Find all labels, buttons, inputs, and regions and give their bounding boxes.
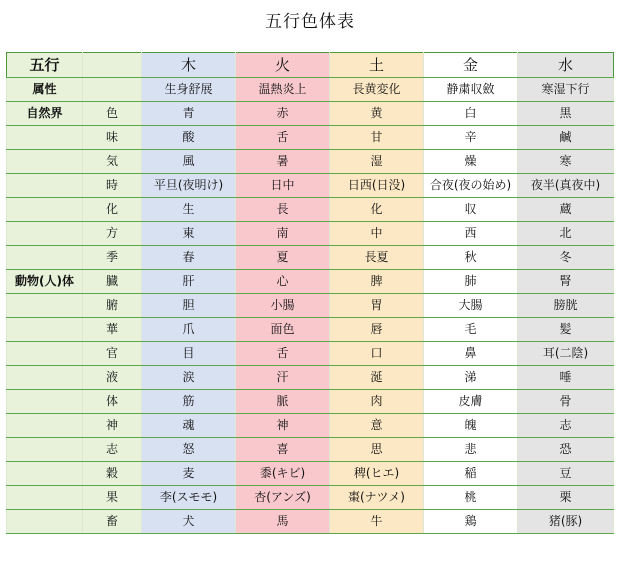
value-cell: 耳(二陰) [518,342,614,366]
value-cell: 平旦(夜明け) [142,174,236,198]
table-row [7,342,614,366]
value-cell: 脾 [330,270,424,294]
table-row [7,174,614,198]
value-cell: 唇 [330,318,424,342]
value-cell: 胆 [142,294,236,318]
category-cell: 果 [83,486,142,510]
value-cell: 化 [330,198,424,222]
value-cell: 蔵 [518,198,614,222]
header-row [7,53,614,78]
value-cell: 北 [518,222,614,246]
value-cell: 魄 [424,414,518,438]
table-row [7,318,614,342]
group-cell [7,150,83,174]
group-cell [7,510,83,534]
value-cell: 犬 [142,510,236,534]
group-cell [7,342,83,366]
group-cell [7,318,83,342]
value-cell: 涙 [142,366,236,390]
table-row [7,510,614,534]
attribute-cell: 寒湿下行 [518,78,614,102]
value-cell: 酸 [142,126,236,150]
category-cell: 気 [83,150,142,174]
category-cell: 色 [83,102,142,126]
value-cell: 大腸 [424,294,518,318]
table-row [7,462,614,486]
value-cell: 腎 [518,270,614,294]
value-cell: 志 [518,414,614,438]
table-row [7,150,614,174]
value-cell: 肝 [142,270,236,294]
value-cell: 豆 [518,462,614,486]
value-cell: 黒 [518,102,614,126]
category-cell: 方 [83,222,142,246]
value-cell: 長夏 [330,246,424,270]
value-cell: 黍(キビ) [236,462,330,486]
header-earth: 土 [330,53,424,78]
attribute-blank [83,78,142,102]
value-cell: 口 [330,342,424,366]
value-cell: 悲 [424,438,518,462]
value-cell: 中 [330,222,424,246]
value-cell: 暑 [236,150,330,174]
value-cell: 寒 [518,150,614,174]
value-cell: 冬 [518,246,614,270]
category-cell: 志 [83,438,142,462]
value-cell: 涕 [424,366,518,390]
value-cell: 心 [236,270,330,294]
value-cell: 爪 [142,318,236,342]
group-cell [7,126,83,150]
header-blank [83,53,142,78]
value-cell: 赤 [236,102,330,126]
value-cell: 唾 [518,366,614,390]
value-cell: 秋 [424,246,518,270]
value-cell: 春 [142,246,236,270]
header-water: 水 [518,53,614,78]
value-cell: 喜 [236,438,330,462]
category-cell: 穀 [83,462,142,486]
attribute-cell: 温熱炎上 [236,78,330,102]
value-cell: 肺 [424,270,518,294]
value-cell: 収 [424,198,518,222]
header-metal: 金 [424,53,518,78]
attribute-row [7,78,614,102]
group-cell [7,174,83,198]
value-cell: 魂 [142,414,236,438]
category-cell: 官 [83,342,142,366]
value-cell: 南 [236,222,330,246]
attribute-cell: 長黄変化 [330,78,424,102]
value-cell: 風 [142,150,236,174]
value-cell: 杏(アンズ) [236,486,330,510]
group-cell [7,462,83,486]
group-label-body: 動物(人)体 [7,270,83,294]
value-cell: 鶏 [424,510,518,534]
value-cell: 涎 [330,366,424,390]
table-row [7,414,614,438]
value-cell: 合夜(夜の始め) [424,174,518,198]
header-label: 五行 [7,53,83,78]
table-row [7,486,614,510]
value-cell: 膀胱 [518,294,614,318]
category-cell: 季 [83,246,142,270]
value-cell: 桃 [424,486,518,510]
value-cell: 毛 [424,318,518,342]
value-cell: 夜半(真夜中) [518,174,614,198]
group-cell [7,414,83,438]
group-cell [7,390,83,414]
value-cell: 黄 [330,102,424,126]
value-cell: 日西(日没) [330,174,424,198]
value-cell: 骨 [518,390,614,414]
group-cell [7,438,83,462]
attribute-cell: 静粛収斂 [424,78,518,102]
value-cell: 怒 [142,438,236,462]
value-cell: 麦 [142,462,236,486]
value-cell: 夏 [236,246,330,270]
value-cell: 長 [236,198,330,222]
value-cell: 青 [142,102,236,126]
value-cell: 生 [142,198,236,222]
value-cell: 思 [330,438,424,462]
value-cell: 面色 [236,318,330,342]
value-cell: 目 [142,342,236,366]
value-cell: 皮膚 [424,390,518,414]
page-title: 五行色体表 [265,12,355,32]
value-cell: 燥 [424,150,518,174]
value-cell: 稲 [424,462,518,486]
table-row [7,246,614,270]
value-cell: 東 [142,222,236,246]
value-cell: 恐 [518,438,614,462]
value-cell: 甘 [330,126,424,150]
value-cell: 意 [330,414,424,438]
value-cell: 李(スモモ) [142,486,236,510]
category-cell: 体 [83,390,142,414]
category-cell: 時 [83,174,142,198]
value-cell: 西 [424,222,518,246]
value-cell: 舌 [236,126,330,150]
attribute-label: 属性 [7,78,83,102]
group-cell [7,366,83,390]
value-cell: 棗(ナツメ) [330,486,424,510]
value-cell: 牛 [330,510,424,534]
value-cell: 栗 [518,486,614,510]
value-cell: 辛 [424,126,518,150]
value-cell: 脈 [236,390,330,414]
group-cell [7,222,83,246]
category-cell: 華 [83,318,142,342]
table-row [7,198,614,222]
value-cell: 小腸 [236,294,330,318]
header-wood: 木 [142,53,236,78]
group-cell [7,198,83,222]
value-cell: 髪 [518,318,614,342]
value-cell: 湿 [330,150,424,174]
value-cell: 筋 [142,390,236,414]
category-cell: 神 [83,414,142,438]
value-cell: 鼻 [424,342,518,366]
value-cell: 猪(豚) [518,510,614,534]
table-row [7,270,614,294]
category-cell: 液 [83,366,142,390]
value-cell: 稗(ヒエ) [330,462,424,486]
table-row [7,366,614,390]
table-row [7,438,614,462]
value-cell: 胃 [330,294,424,318]
group-cell [7,246,83,270]
group-label-nature: 自然界 [7,102,83,126]
table-row [7,222,614,246]
header-fire: 火 [236,53,330,78]
table-row [7,294,614,318]
table-row [7,390,614,414]
group-cell [7,294,83,318]
value-cell: 神 [236,414,330,438]
category-cell: 腑 [83,294,142,318]
category-cell: 畜 [83,510,142,534]
value-cell: 汗 [236,366,330,390]
category-cell: 臓 [83,270,142,294]
table-row [7,102,614,126]
value-cell: 日中 [236,174,330,198]
category-cell: 味 [83,126,142,150]
attribute-cell: 生身舒展 [142,78,236,102]
value-cell: 鹹 [518,126,614,150]
category-cell: 化 [83,198,142,222]
value-cell: 白 [424,102,518,126]
value-cell: 舌 [236,342,330,366]
five-elements-table [6,52,614,534]
value-cell: 馬 [236,510,330,534]
group-cell [7,486,83,510]
table-row [7,126,614,150]
value-cell: 肉 [330,390,424,414]
